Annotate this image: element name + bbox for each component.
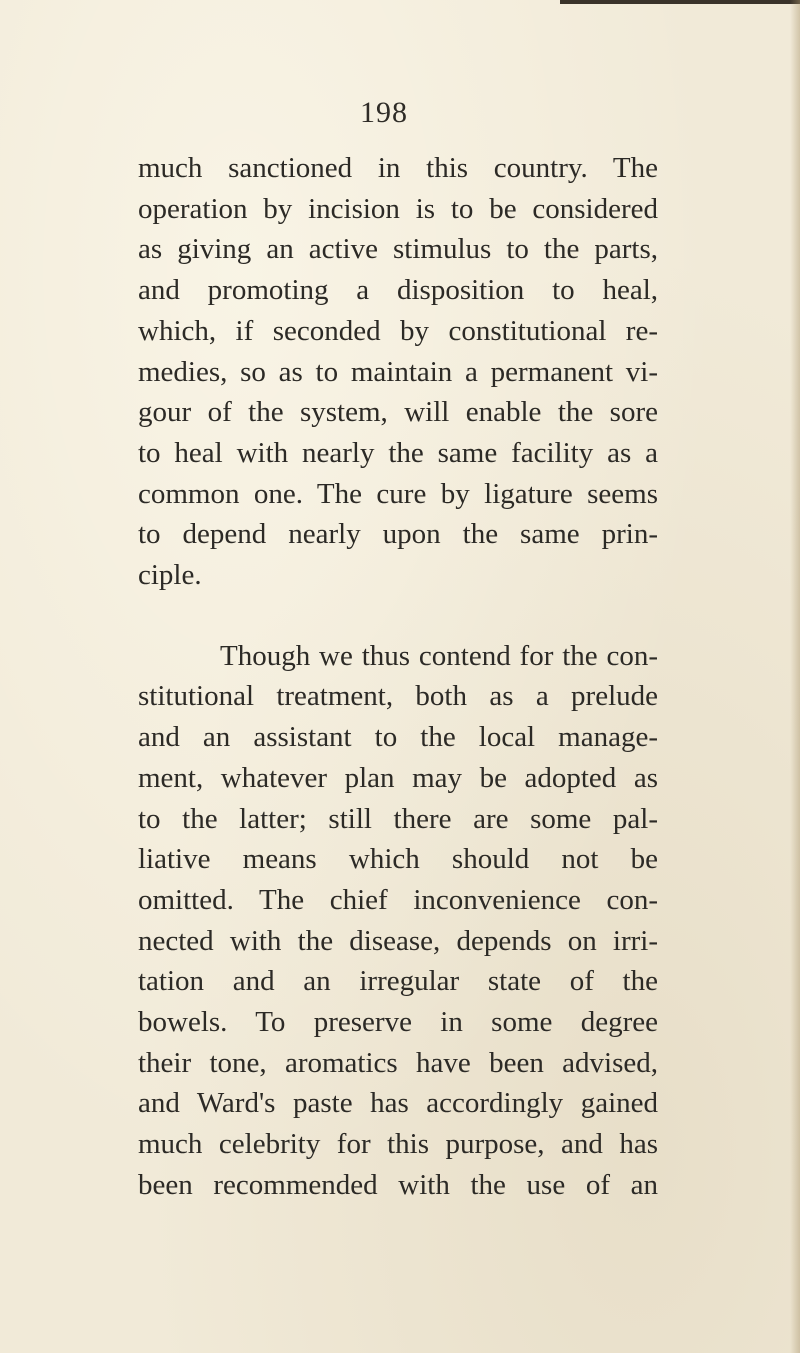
- text-line: tation and an irregular state of the: [138, 965, 658, 998]
- text-line: and Ward's paste has accordingly gained: [138, 1087, 658, 1120]
- text-line: to heal with nearly the same facility as a: [138, 436, 658, 469]
- text-line: their tone, aromatics have been advised,: [138, 1046, 658, 1079]
- text-line: omitted. The chief inconvenience con-: [138, 883, 658, 916]
- text-line: bowels. To preserve in some degree: [138, 1006, 658, 1039]
- text-line: medies, so as to maintain a permanent vi-: [138, 355, 658, 388]
- text-line: and promoting a disposition to heal,: [138, 274, 658, 307]
- text-line: to depend nearly upon the same prin-: [138, 518, 658, 551]
- paragraph-gap: [138, 596, 658, 636]
- text-line: gour of the system, will enable the sore: [138, 396, 658, 429]
- text-line: Though we thus contend for the con-: [220, 639, 658, 672]
- text-line: ment, whatever plan may be adopted as: [138, 761, 658, 794]
- text-line: much celebrity for this purpose, and has: [138, 1128, 658, 1161]
- text-line: to the latter; still there are some pal-: [138, 802, 658, 835]
- body-text: [138, 148, 658, 1206]
- text-line: common one. The cure by ligature seems: [138, 477, 658, 510]
- text-line: nected with the disease, depends on irri-: [138, 924, 658, 957]
- page-right-edge-shadow: [790, 0, 800, 1353]
- text-line: stitutional treatment, both as a prelude: [138, 680, 658, 713]
- page-top-edge-shadow: [560, 0, 800, 4]
- text-line: as giving an active stimulus to the parts,: [138, 233, 658, 266]
- text-line: operation by incision is to be considered: [138, 192, 658, 225]
- text-line: and an assistant to the local manage-: [138, 721, 658, 754]
- text-line: much sanctioned in this country. The: [138, 152, 658, 184]
- text-line: liative means which should not be: [138, 843, 658, 876]
- text-line: which, if seconded by constitutional re-: [138, 314, 658, 347]
- page-number: 198: [360, 96, 408, 129]
- paragraph-2: [138, 636, 658, 1206]
- text-line: ciple.: [138, 559, 202, 592]
- text-line: been recommended with the use of an: [138, 1168, 658, 1201]
- paragraph-1: [138, 148, 658, 596]
